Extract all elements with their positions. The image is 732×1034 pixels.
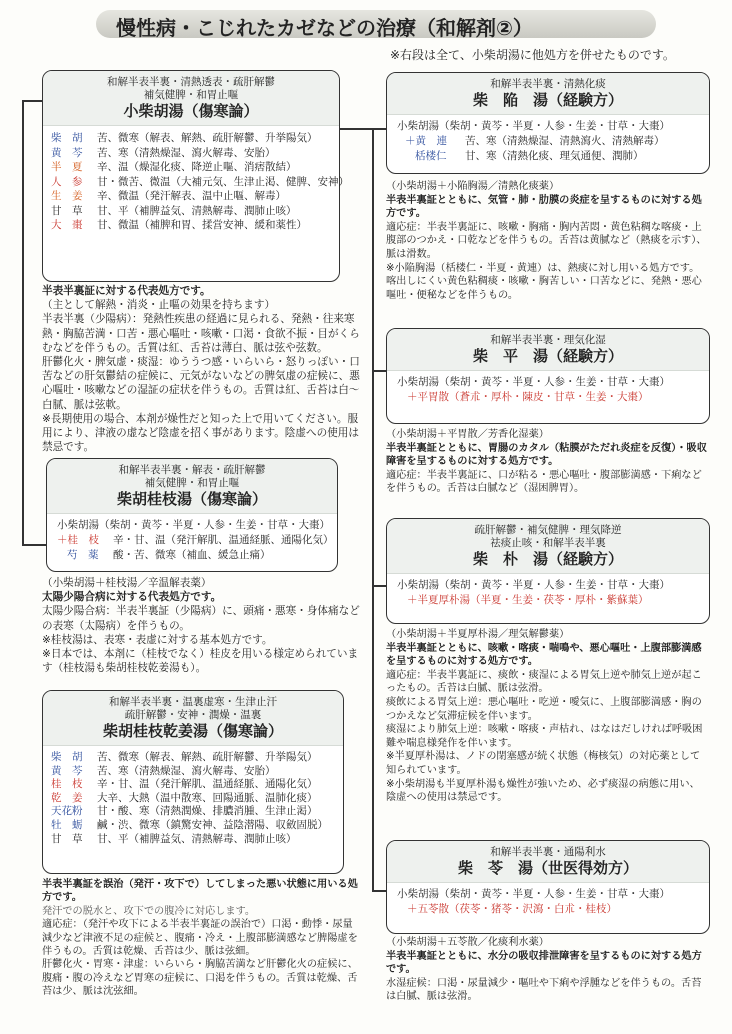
formula-add: [397, 134, 699, 149]
herb-name: 半 夏: [51, 161, 83, 173]
herb-row: [51, 751, 335, 765]
box-saiheito-tags1: 和解半表半裏・理気化湿: [490, 334, 606, 346]
herb-text: 苦、微寒（解表、解熱、疏肝解鬱、升挙陽気）: [97, 751, 318, 763]
box-saiheito: [386, 328, 710, 424]
connector-r1: [372, 128, 386, 130]
paragraph: ※小柴胡湯も半夏厚朴湯も燥性が強いため、必ず痰湿の病態に用い、陰虚への使用は禁忌です。: [386, 778, 700, 804]
box-saikokeishito-tags2: 補気健脾・和胃止嘔: [144, 477, 240, 489]
paragraph: （小柴胡湯＋平胃散／芳香化湿薬）: [386, 429, 549, 440]
formula-base: 小柴胡湯（柴胡・黄芩・半夏・人参・生姜・甘草・大棗）: [397, 888, 670, 900]
formula-base: 小柴胡湯（柴胡・黄芩・半夏・人参・生姜・甘草・大棗）: [397, 120, 670, 132]
left-text-2: [42, 576, 360, 675]
herb-row: [51, 792, 335, 806]
herb-row: [51, 819, 335, 833]
herb-name: 乾 姜: [51, 791, 83, 804]
herb-name: 栝楼仁: [415, 150, 447, 162]
paragraph: 半表半裏証を誤治（発汗・攻下で）してしまった悪い状態に用いる処方です。: [42, 879, 358, 904]
herb-name: 牡 蛎: [51, 818, 83, 831]
box-saikanto-tags1: 和解半表半裏・清熱化痰: [490, 78, 606, 90]
paragraph: 痰飲による胃気上逆：悪心嘔吐・吃逆・噯気に、上腹部膨満感・胸のつかえなど気滞症候を伴います。: [386, 696, 702, 722]
paragraph: 半表半裏証に対する代表処方です。: [42, 285, 211, 297]
paragraph: 肝鬱化火・胃寒・津虚：いらいら・胸脇苦満など肝鬱化火の症候に、腹痛・腹の冷えなど胃寒の症候に、口渇を伴うもの。舌質は乾燥、舌苔は少、脈は沈弦細。: [42, 959, 358, 998]
paragraph: 半表半裏証とともに、気管・肺・肋膜の炎症を呈するものに対する処方です。: [386, 194, 702, 220]
box-saireito-tags1: 和解半表半裏・通陽利水: [490, 846, 606, 858]
box-saiheito-name: 柴 平 湯（経験方）: [472, 347, 623, 365]
paragraph: 適応症：半表半裏証に、口が粘る・悪心嘔吐・腹部膨満感・下痢などを伴うもの。舌苔は白膩など（湿困脾胃）。: [386, 469, 702, 495]
connector-main: [340, 128, 372, 130]
box-saikokeishito-name: 柴胡桂枝湯（傷寒論）: [116, 490, 267, 508]
box-saiheito-head: [387, 329, 709, 371]
herb-row: [51, 778, 335, 792]
herb-text: 辛、温（燥湿化痰、降逆止嘔、消痞散結）: [97, 161, 297, 173]
right-text-2: [386, 428, 708, 496]
herb-text: 辛・甘、温（発汗解肌、温通経脈、通陽化気）: [97, 778, 318, 791]
herb-name: 甘 草: [51, 832, 83, 845]
formula-base: 小柴胡湯（柴胡・黄芩・半夏・人参・生姜・甘草・大棗）: [397, 579, 670, 591]
herb-text: 苦、寒（清熱燥湿、瀉火解毒、安胎）: [97, 764, 276, 777]
right-text-1: [386, 180, 708, 302]
box-saikokeishito-formula: [47, 514, 337, 567]
paragraph: 太陽少陽合病に対する代表処方です。: [42, 591, 222, 604]
box-shosaikoto-tags2: 補気健脾・和胃止嘔: [143, 89, 239, 101]
box-saibokuto-formula: [387, 574, 709, 612]
formula-add: ＋五苓散（茯苓・猪苓・沢瀉・白朮・桂枝）: [407, 903, 617, 915]
paragraph: 水湿症候：口渇・尿量減少・嘔吐や下痢や浮腫などを伴うもの。舌苔は白膩、脈は弦滑。: [386, 977, 702, 1003]
herb-name: 大 棗: [51, 219, 83, 231]
box-saikokeishikankyoto-tags1: 和解半表半裏・温裏虚寒・生津止汗: [109, 696, 277, 708]
formula-add: [57, 548, 327, 563]
herb-name: 柴 胡: [51, 751, 83, 763]
box-saikokeishikankyoto-herbs: [43, 746, 343, 851]
box-shosaikoto: [42, 70, 349, 282]
paragraph: 肝鬱化火・脾気虚・痰湿：ゆううつ感・いらいら・怒りっぽい・口苦などの肝気鬱結の症候に、元気がないなどの脾気虚の症候に、悪心嘔吐・咳嗽などの湿証の症状を伴うもの。舌質は紅、舌苔は白～白膩、脈は弦軟。: [42, 356, 360, 411]
paragraph: ※桂枝湯は、表寒・表虚に対する基本処方です。: [42, 633, 273, 646]
herb-text: 甘、寒（清熱化痰、理気通便、潤肺）: [465, 150, 644, 162]
box-saikokeishikankyoto-head: [43, 691, 343, 746]
box-saireito-name: 柴 苓 湯（世医得効方）: [457, 859, 638, 877]
connector-r4: [372, 890, 386, 892]
formula-base: 小柴胡湯（柴胡・黄芩・半夏・人参・生姜・甘草・大棗）: [397, 376, 670, 388]
paragraph: （小柴胡湯＋桂枝湯／辛温解表薬）: [42, 577, 212, 589]
box-saibokuto: [386, 518, 710, 624]
box-saikokeishito-head: [47, 459, 337, 514]
formula-add: [57, 533, 334, 548]
herb-row: [51, 765, 335, 779]
box-saibokuto-name: 柴 朴 湯（経験方）: [472, 550, 623, 568]
right-text-4: [386, 936, 708, 1004]
herb-row: [51, 833, 335, 847]
herb-row: [51, 805, 335, 819]
formula-base: 小柴胡湯（柴胡・黄芩・半夏・人参・生姜・甘草・大棗）: [57, 519, 330, 531]
box-shosaikoto-herbs: [43, 126, 349, 238]
paragraph: 半表半裏証とともに、水分の吸収排泄障害を呈するものに対する処方です。: [386, 950, 702, 976]
box-saikokeishikankyoto: [42, 690, 344, 874]
paragraph: 太陽少陽合病：半表半裏証（少陽病）に、頭痛・悪寒・身体痛などの表寒（太陽病）を伴うもの。: [42, 605, 360, 632]
box-saikanto-name: 柴 陥 湯（経験方）: [472, 91, 623, 109]
herb-row: [51, 218, 331, 233]
herb-text: 甘、微温（補脾和胃、揉営安神、緩和薬性）: [97, 219, 307, 231]
box-saikokeishikankyoto-tags2: 疏肝解鬱・安神・潤燥・温裏: [124, 709, 262, 721]
paragraph: ※日本では、本剤に（桂枝でなく）桂皮を用いる様定められています（桂枝湯も柴胡桂枝乾姜湯も）。: [42, 648, 359, 675]
box-saikanto-formula: [387, 115, 709, 168]
herb-row: [51, 160, 331, 175]
paragraph: ※小陥胸湯（栝楼仁・半夏・黄連）は、熱痰に対し用いる処方です。喀出しにくい黄色粘稠痰・咳嗽・胸苦しい・口苦などに、発熱・悪心嘔吐・便秘などを伴うもの。: [386, 262, 702, 301]
box-saibokuto-tags2: 祛痰止咳・和解半表半裏: [490, 537, 606, 549]
herb-name: 生 姜: [51, 190, 83, 202]
paragraph: 発汗での脱水と、攻下での腹冷に対応します。: [42, 905, 256, 917]
paragraph: 適応症：半表半裏証に、痰飲・痰湿による胃気上逆や肺気上逆が起こったもの。舌苔は白膩、脈は弦滑。: [386, 669, 702, 695]
herb-text: 苦、寒（清熱燥湿、清熱瀉火、清熱解毒）: [465, 135, 665, 147]
paragraph: 半表半裏証とともに、咳嗽・喀痰・喘鳴や、悪心嘔吐・上腹部膨満感を呈するものに対する処方です。: [386, 642, 702, 668]
box-shosaikoto-name: 小柴胡湯（傷寒論）: [123, 102, 259, 120]
left-text-1: [42, 284, 360, 454]
connector-left-vertical: [22, 100, 24, 545]
herb-name: ＋黄 連: [405, 135, 447, 147]
box-saikokeishito: [46, 458, 338, 572]
connector-left-top: [22, 100, 42, 102]
paragraph: 適応症：（発汗や攻下による半表半裏証の誤治で）口渇・動悸・尿量減少など津液不足の症候と、腹痛・冷え・上腹部膨満感など脾陽虚を伴うもの。舌質は乾燥、舌苔は少、脈は弦細。: [42, 919, 358, 958]
herb-row: [51, 146, 331, 161]
paragraph: 痰湿により肺気上逆：咳嗽・喀痰・声枯れ、はなはだしければ呼吸困難や喘息様発作を伴います。: [386, 724, 703, 749]
herb-text: 酸・苦、微寒（補血、緩急止痛）: [113, 549, 271, 561]
herb-row: [51, 204, 331, 219]
herb-name: 甘 草: [51, 204, 83, 217]
herb-name: 天花粉: [51, 805, 83, 818]
box-saireito-formula: [387, 883, 709, 921]
box-saikokeishito-tags1: 和解半表半裏・解表・疏肝解鬱: [118, 464, 266, 476]
box-saibokuto-head: [387, 519, 709, 574]
box-saireito: [386, 840, 710, 934]
herb-text: 苦、微寒（解表、解熱、疏肝解鬱、升挙陽気）: [97, 132, 318, 144]
paragraph: 半表半裏証とともに、胃腸のカタル（粘膜がただれ炎症を反復）・吸収障害を呈するものに対する処方です。: [386, 442, 707, 468]
paragraph: （小柴胡湯＋小陥胸湯／清熱化痰薬）: [386, 181, 560, 192]
herb-name: 桂 枝: [51, 778, 83, 791]
herb-text: 鹹・渋、微寒（鎮驚安神、益陰潜陽、収斂固脱）: [97, 818, 328, 831]
paragraph: （小柴胡湯＋半夏厚朴湯／理気解鬱薬）: [386, 629, 570, 640]
herb-text: 甘・微苦、微温（大補元気、生津止渇、健脾、安神）: [97, 175, 349, 188]
herb-name: ＋桂 枝: [57, 534, 99, 546]
herb-text: 甘、平（補脾益気、清熱解毒、潤肺止咳）: [97, 832, 297, 845]
box-shosaikoto-tags1: 和解半表半裏・清熱透表・疏肝解鬱: [107, 76, 275, 88]
connector-r3: [372, 585, 386, 587]
herb-text: 甘・酸、寒（清熱潤燥、排膿消腫、生津止渇）: [97, 805, 318, 818]
herb-name: 柴 胡: [51, 132, 83, 144]
paragraph: ※半夏厚朴湯は、ノドの閉塞感が続く状態（梅核気）の対応薬として知られています。: [386, 751, 701, 776]
formula-add: ＋半夏厚朴湯（半夏・生姜・茯苓・厚朴・紫蘇葉）: [407, 594, 649, 606]
right-text-3: [386, 628, 708, 805]
herb-text: 辛・甘、温（発汗解肌、温通経脈、通陽化気）: [113, 534, 334, 546]
box-saikanto-head: [387, 73, 709, 115]
herb-row: [51, 189, 331, 204]
box-saikokeishikankyoto-name: 柴胡桂枝乾姜湯（傷寒論）: [102, 722, 283, 740]
herb-name: 黄 芩: [51, 764, 83, 777]
herb-name: 芍 薬: [67, 549, 99, 561]
connector-r2: [372, 370, 386, 372]
box-saikanto: [386, 72, 710, 174]
paragraph: （主として解熱・消炎・止嘔の効果を持ちます）: [42, 299, 276, 312]
box-saiheito-formula: [387, 371, 709, 409]
paragraph: 半表半裏（少陽病）：発熱性疾患の経過に見られる、発熱・往来寒熱・胸脇苦満・口苦・悪心嘔吐・咳嗽・口渇・食欲不振・目がくらむなどを伴うもの。舌質は紅、舌苔は薄白、脈は弦や弦数。: [42, 313, 360, 354]
page-title: 慢性病・こじれたカゼなどの治療（和解剤②）: [116, 16, 533, 40]
connector-right-vertical: [372, 128, 374, 890]
formula-add: ＋平胃散（蒼朮・厚朴・陳皮・甘草・生姜・大棗）: [407, 391, 649, 403]
box-saireito-head: [387, 841, 709, 883]
herb-row: [51, 175, 349, 190]
left-text-3: [42, 878, 360, 999]
paragraph: （小柴胡湯＋五苓散／化痰利水薬）: [386, 937, 549, 948]
herb-name: 人 参: [51, 175, 83, 188]
paragraph: ※長期使用の場合、本剤が燥性だと知った上で用いてください。服用により、津液の虚など陰虚を招く事があります。陰虚への使用は禁忌です。: [42, 412, 359, 454]
herb-text: 苦、寒（清熱燥湿、瀉火解毒、安胎）: [97, 146, 276, 159]
box-shosaikoto-head: [43, 71, 339, 126]
paragraph: 適応症：半表半裏証に、咳嗽・胸痛・胸内苦悶・黄色粘稠な喀痰・上腹部のつかえ・口乾などを伴うもの。舌苔は黄膩など（熱痰を示す）、脈は滑数。: [386, 221, 707, 260]
herb-name: 黄 芩: [51, 146, 83, 159]
herb-text: 辛、微温（発汗解表、温中止嘔、解毒）: [97, 190, 286, 202]
box-saibokuto-tags1: 疏肝解鬱・補気健脾・理気降逆: [474, 524, 622, 536]
page-subtitle: ※右段は全て、小柴胡湯に他処方を併せたものです。: [390, 48, 675, 62]
herb-row: [51, 131, 331, 146]
connector-left-mid: [22, 544, 46, 546]
formula-add: [397, 149, 699, 164]
herb-text: 甘、平（補脾益気、清熱解毒、潤肺止咳）: [97, 204, 297, 217]
herb-text: 大辛、大熱（温中散寒、回陽通脈、温肺化痰）: [97, 791, 318, 804]
